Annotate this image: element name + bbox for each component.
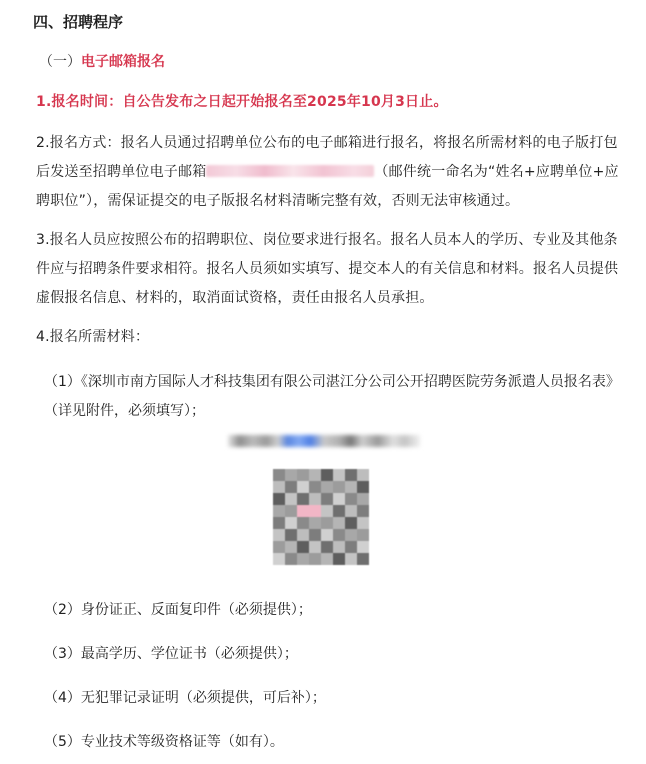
section-heading: 四、招聘程序 (33, 13, 124, 31)
qr-mosaic-cell (273, 529, 285, 541)
qr-mosaic-cell (345, 541, 357, 553)
qr-mosaic-cell (345, 553, 357, 565)
qr-mosaic-cell (321, 481, 333, 493)
redacted-email (206, 165, 374, 177)
qr-mosaic-cell (309, 469, 321, 481)
material-item-4: （4）无犯罪记录证明（必须提供，可后补）； (44, 690, 326, 706)
method-text-after: （邮件统一命名为“姓名+应聘单位+应聘职位”），需保证提交的电子版报名材料清晰完整有效，否则无法审核通过。 (36, 164, 619, 209)
subsection-label: 电子邮箱报名 (81, 54, 165, 70)
qr-mosaic-cell (285, 517, 297, 529)
attachment-area (36, 432, 628, 582)
redacted-qr-code (273, 469, 369, 565)
qr-mosaic-cell (297, 505, 309, 517)
qr-mosaic-cell (321, 517, 333, 529)
subsection-number: （一） (39, 54, 81, 70)
qr-mosaic-cell (273, 481, 285, 493)
qr-mosaic-cell (357, 469, 369, 481)
qr-mosaic-cell (273, 469, 285, 481)
registration-time: 1.报名时间：自公告发布之日起开始报名至2025年10月3日止。 (36, 94, 448, 110)
qr-mosaic-cell (309, 493, 321, 505)
qr-mosaic-cell (309, 505, 321, 517)
qr-mosaic-cell (297, 517, 309, 529)
material-item-2: （2）身份证正、反面复印件（必须提供）； (44, 602, 312, 618)
qr-mosaic-cell (297, 553, 309, 565)
qr-mosaic-cell (321, 469, 333, 481)
qr-mosaic-cell (357, 553, 369, 565)
qr-mosaic-cell (297, 541, 309, 553)
qr-mosaic-cell (357, 529, 369, 541)
qr-mosaic-cell (333, 553, 345, 565)
qr-mosaic-cell (345, 469, 357, 481)
qr-mosaic-cell (273, 505, 285, 517)
material-item-5: （5）专业技术等级资格证等（如有）。 (44, 734, 284, 750)
qr-mosaic-cell (297, 529, 309, 541)
qr-mosaic-cell (297, 481, 309, 493)
qr-mosaic-cell (333, 517, 345, 529)
material-item-3: （3）最高学历、学位证书（必须提供）； (44, 646, 298, 662)
qr-mosaic-cell (309, 517, 321, 529)
qr-mosaic-cell (273, 553, 285, 565)
qr-mosaic-cell (357, 493, 369, 505)
subsection-title (39, 52, 628, 72)
qr-mosaic-cell (345, 493, 357, 505)
registration-rules: 3.报名人员应按照公布的招聘职位、岗位要求进行报名。报名人员本人的学历、专业及其他条件应与招聘条件要求相符。报名人员须如实填写、提交本人的有关信息和材料。报名人员提供虚假报名信息、材料的，取消面试资格，责任由报名人员承担。 (36, 232, 619, 306)
qr-mosaic-cell (333, 493, 345, 505)
material-item-1: （1）《深圳市南方国际人才科技集团有限公司湛江分公司公开招聘医院劳务派遣人员报名表》（详见附件，必须填写）； (44, 374, 620, 419)
qr-mosaic-cell (273, 493, 285, 505)
qr-mosaic-cell (285, 553, 297, 565)
qr-mosaic-cell (273, 541, 285, 553)
qr-mosaic-cell (285, 493, 297, 505)
qr-mosaic-cell (357, 481, 369, 493)
qr-mosaic-cell (357, 541, 369, 553)
qr-mosaic-cell (333, 541, 345, 553)
qr-mosaic-cell (285, 541, 297, 553)
qr-mosaic-cell (309, 541, 321, 553)
qr-mosaic-cell (309, 553, 321, 565)
qr-mosaic-cell (357, 517, 369, 529)
qr-mosaic-cell (285, 481, 297, 493)
qr-mosaic-cell (321, 541, 333, 553)
qr-mosaic-cell (333, 505, 345, 517)
qr-mosaic-cell (333, 481, 345, 493)
qr-mosaic-cell (345, 481, 357, 493)
materials-heading: 4.报名所需材料： (36, 329, 150, 345)
qr-mosaic-cell (345, 505, 357, 517)
qr-mosaic-cell (321, 505, 333, 517)
method-text-before: 2.报名方式：报名人员通过招聘单位公布的电子邮箱进行报名，将报名所需材料的电子版打包后发送至招聘单位电子邮箱 (36, 135, 618, 180)
qr-mosaic-cell (309, 481, 321, 493)
qr-mosaic-cell (273, 517, 285, 529)
qr-mosaic-cell (321, 529, 333, 541)
qr-mosaic-cell (297, 469, 309, 481)
qr-mosaic-cell (321, 553, 333, 565)
qr-mosaic-cell (345, 517, 357, 529)
redacted-attachment-link (228, 435, 420, 447)
qr-mosaic-cell (321, 493, 333, 505)
qr-mosaic-cell (285, 529, 297, 541)
qr-mosaic-cell (357, 505, 369, 517)
qr-mosaic-cell (285, 469, 297, 481)
qr-mosaic-cell (309, 529, 321, 541)
qr-mosaic-cell (333, 469, 345, 481)
qr-mosaic-cell (345, 529, 357, 541)
qr-mosaic-cell (297, 493, 309, 505)
qr-mosaic-cell (333, 529, 345, 541)
registration-method (36, 129, 628, 216)
qr-mosaic-cell (285, 505, 297, 517)
